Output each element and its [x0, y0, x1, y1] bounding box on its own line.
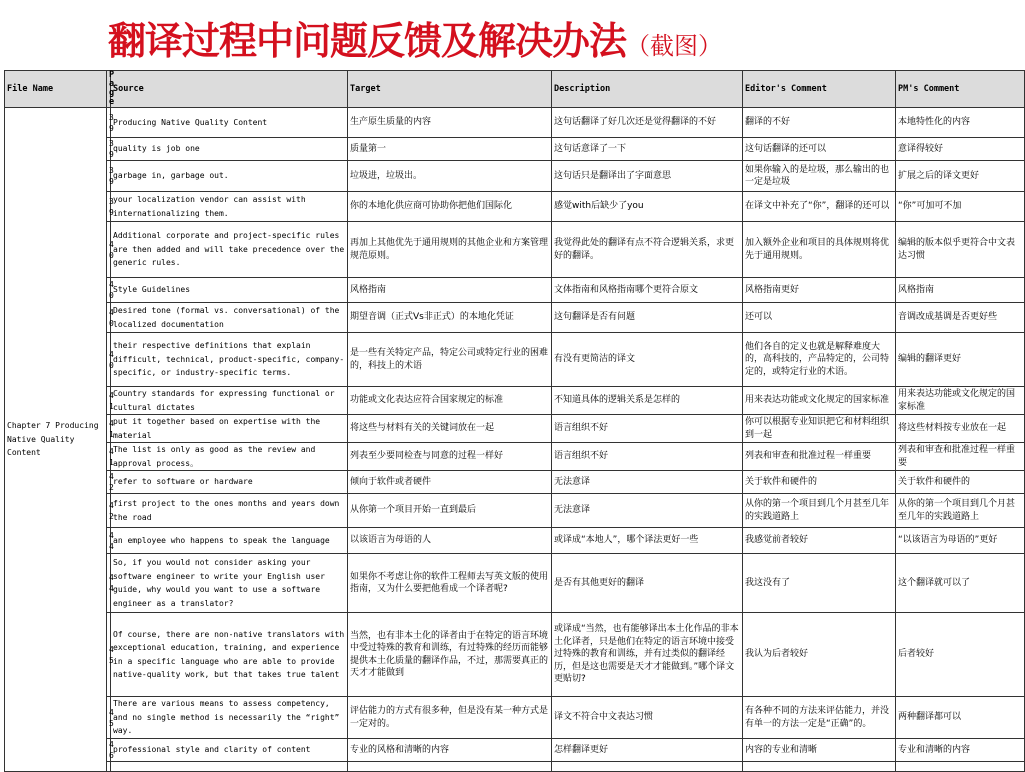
pm-comment-cell: 这个翻译就可以了 [896, 554, 1025, 613]
description-cell: 这句话意译了一下 [552, 138, 743, 161]
header-page: Page [107, 71, 111, 108]
page-cell: 40 [107, 333, 111, 387]
target-cell: 功能或文化表达应符合国家规定的标准 [348, 387, 552, 415]
editor-comment-cell [743, 762, 896, 772]
source-cell: So, if you would not consider asking your software engineer to write your English user guide, why would you want to use a software engineer as a translator? [111, 554, 348, 613]
source-cell: put it together based on expertise with the material [111, 415, 348, 443]
file-name-cell: Chapter 7 Producing Native Quality Content [5, 108, 107, 772]
target-cell: 风格指南 [348, 278, 552, 303]
feedback-table-container [4, 70, 1024, 768]
slide-title-group [108, 10, 723, 63]
source-cell: Country standards for expressing functional or cultural dictates [111, 387, 348, 415]
header-description: Description [552, 71, 743, 108]
page-cell: 39 [107, 161, 111, 192]
page-cell: 39 [107, 192, 111, 222]
header-target: Target [348, 71, 552, 108]
description-cell: 这句翻译是否有问题 [552, 303, 743, 333]
pm-comment-cell: 两种翻译都可以 [896, 697, 1025, 739]
target-cell: 如果你不考虑让你的软件工程师去写英文版的使用指南，又为什么要把他看成一个译者呢? [348, 554, 552, 613]
page-cell: 46 [107, 739, 111, 762]
page-cell: 41 [107, 387, 111, 415]
table-row [5, 528, 1025, 554]
editor-comment-cell: 还可以 [743, 303, 896, 333]
editor-comment-cell: 如果你输入的是垃圾，那么输出的也一定是垃圾 [743, 161, 896, 192]
pm-comment-cell: 从你的第一个项目到几个月甚至几年的实践道路上 [896, 494, 1025, 528]
header-pm-comment: PM's Comment [896, 71, 1025, 108]
pm-comment-cell: 用来表达功能或文化规定的国家标准 [896, 387, 1025, 415]
source-cell: first project to the ones months and years down the road [111, 494, 348, 528]
page-cell: 40 [107, 222, 111, 278]
editor-comment-cell: 内容的专业和清晰 [743, 739, 896, 762]
pm-comment-cell [896, 762, 1025, 772]
description-cell: 这句话翻译了好几次还是觉得翻译的不好 [552, 108, 743, 138]
table-row [5, 108, 1025, 138]
table-row [5, 443, 1025, 471]
table-row [5, 494, 1025, 528]
source-cell: refer to software or hardware [111, 471, 348, 494]
source-cell: an employee who happens to speak the language [111, 528, 348, 554]
table-row [5, 222, 1025, 278]
editor-comment-cell: 有各种不同的方法来评估能力，并没有单一的方法一定是“正确”的。 [743, 697, 896, 739]
table-row [5, 138, 1025, 161]
editor-comment-cell: 我认为后者较好 [743, 613, 896, 697]
pm-comment-cell: 本地特性化的内容 [896, 108, 1025, 138]
description-cell: 有没有更简洁的译文 [552, 333, 743, 387]
pm-comment-cell: 将这些材料按专业放在一起 [896, 415, 1025, 443]
source-cell: The list is only as good as the review and approval process。 [111, 443, 348, 471]
page-cell: 40 [107, 278, 111, 303]
editor-comment-cell: 列表和审查和批准过程一样重要 [743, 443, 896, 471]
description-cell: 或译成“当然，也有能够译出本土化作品的非本土化译者，只是他们在特定的语言环境中接受过特殊的教育和训练，并有过类似的翻译经历，但是这也需要是天才才能做到。”哪个译文更贴切? [552, 613, 743, 697]
source-cell: garbage in, garbage out. [111, 161, 348, 192]
description-cell: 无法意译 [552, 494, 743, 528]
description-cell: 不知道具体的逻辑关系是怎样的 [552, 387, 743, 415]
page-cell: 41 [107, 415, 111, 443]
editor-comment-cell: 你可以根据专业知识把它和材料组织到一起 [743, 415, 896, 443]
description-cell: 文体指南和风格指南哪个更符合原文 [552, 278, 743, 303]
target-cell: 生产原生质量的内容 [348, 108, 552, 138]
pm-comment-cell: “你”可加可不加 [896, 192, 1025, 222]
description-cell: 是否有其他更好的翻译 [552, 554, 743, 613]
source-cell: quality is job one [111, 138, 348, 161]
description-cell: 感觉with后缺少了you [552, 192, 743, 222]
feedback-table [4, 70, 1025, 772]
target-cell: 是一些有关特定产品，特定公司或特定行业的困难的，科技上的术语 [348, 333, 552, 387]
table-row [5, 739, 1025, 762]
pm-comment-cell: 后者较好 [896, 613, 1025, 697]
source-cell: Producing Native Quality Content [111, 108, 348, 138]
page-cell: 40 [107, 303, 111, 333]
table-row [5, 192, 1025, 222]
description-cell: 或译成“本地人”，哪个译法更好一些 [552, 528, 743, 554]
editor-comment-cell: 关于软件和硬件的 [743, 471, 896, 494]
editor-comment-cell: 用来表达功能或文化规定的国家标准 [743, 387, 896, 415]
table-row [5, 333, 1025, 387]
target-cell: 列表至少要同检查与同意的过程一样好 [348, 443, 552, 471]
page-cell: 42 [107, 494, 111, 528]
page-cell: 45 [107, 613, 111, 697]
target-cell: 当然，也有非本土化的译者由于在特定的语言环境中受过特殊的教育和训练，有过特殊的经历而能够提供本土化质量的翻译作品，不过，那需要真正的天才才能做到 [348, 613, 552, 697]
header-file-name: File Name [5, 71, 107, 108]
target-cell: 质量第一 [348, 138, 552, 161]
table-row [5, 762, 1025, 772]
target-cell: 倾向于软件或者硬件 [348, 471, 552, 494]
page-cell: 41 [107, 443, 111, 471]
editor-comment-cell: 加入额外企业和项目的具体规则将优先于通用规则。 [743, 222, 896, 278]
target-cell [348, 762, 552, 772]
description-cell: 我觉得此处的翻译有点不符合逻辑关系，求更好的翻译。 [552, 222, 743, 278]
description-cell: 这句话只是翻译出了字面意思 [552, 161, 743, 192]
pm-comment-cell: 意译得较好 [896, 138, 1025, 161]
table-row [5, 387, 1025, 415]
editor-comment-cell: 从你的第一个项目到几个月甚至几年的实践道路上 [743, 494, 896, 528]
page-cell: 39 [107, 108, 111, 138]
pm-comment-cell: 列表和审查和批准过程一样重要 [896, 443, 1025, 471]
source-cell: their respective definitions that explain difficult, technical, product-specific, company-specific, or industry-specific terms. [111, 333, 348, 387]
description-cell: 怎样翻译更好 [552, 739, 743, 762]
header-source: Source [111, 71, 348, 108]
target-cell: 从你第一个项目开始一直到最后 [348, 494, 552, 528]
pm-comment-cell: 音调改成基调是否更好些 [896, 303, 1025, 333]
pm-comment-cell: “以该语言为母语的”更好 [896, 528, 1025, 554]
page-cell: 39 [107, 138, 111, 161]
editor-comment-cell: 我感觉前者较好 [743, 528, 896, 554]
description-cell: 语言组织不好 [552, 443, 743, 471]
pm-comment-cell: 关于软件和硬件的 [896, 471, 1025, 494]
editor-comment-cell: 他们各自的定义也就是解释难度大的，高科技的，产品特定的，公司特定的，或特定行业的术语。 [743, 333, 896, 387]
pm-comment-cell: 编辑的版本似乎更符合中文表达习惯 [896, 222, 1025, 278]
header-editor-comment: Editor's Comment [743, 71, 896, 108]
slide-subtitle: （截图） [626, 32, 723, 60]
table-row [5, 613, 1025, 697]
pm-comment-cell: 专业和清晰的内容 [896, 739, 1025, 762]
source-cell: professional style and clarity of content [111, 739, 348, 762]
table-row [5, 471, 1025, 494]
target-cell: 评估能力的方式有很多种，但是没有某一种方式是一定对的。 [348, 697, 552, 739]
target-cell: 再加上其他优先于通用规则的其他企业和方案管理规范原则。 [348, 222, 552, 278]
editor-comment-cell: 我这没有了 [743, 554, 896, 613]
table-row [5, 554, 1025, 613]
target-cell: 垃圾进，垃圾出。 [348, 161, 552, 192]
editor-comment-cell: 在译文中补充了“你”，翻译的还可以 [743, 192, 896, 222]
slide-title: 翻译过程中问题反馈及解决办法 [108, 19, 627, 63]
source-cell: your localization vendor can assist with internationalizing them. [111, 192, 348, 222]
table-row [5, 697, 1025, 739]
target-cell: 将这些与材料有关的关键词放在一起 [348, 415, 552, 443]
description-cell [552, 762, 743, 772]
page-cell: 44 [107, 528, 111, 554]
table-row [5, 415, 1025, 443]
target-cell: 期望音调（正式Vs非正式）的本地化凭证 [348, 303, 552, 333]
target-cell: 以该语言为母语的人 [348, 528, 552, 554]
page-cell: 42 [107, 471, 111, 494]
source-cell: Desired tone (formal vs. conversational) of the localized documentation [111, 303, 348, 333]
pm-comment-cell: 扩展之后的译文更好 [896, 161, 1025, 192]
description-cell: 译文不符合中文表达习惯 [552, 697, 743, 739]
source-cell: Additional corporate and project-specific rules are then added and will take precedence over the generic rules. [111, 222, 348, 278]
table-header-row [5, 71, 1025, 108]
source-cell [111, 762, 348, 772]
source-cell: There are various means to assess competency, and no single method is necessarily the “right” way. [111, 697, 348, 739]
table-row [5, 161, 1025, 192]
source-cell: Style Guidelines [111, 278, 348, 303]
pm-comment-cell: 编辑的翻译更好 [896, 333, 1025, 387]
pm-comment-cell: 风格指南 [896, 278, 1025, 303]
target-cell: 专业的风格和清晰的内容 [348, 739, 552, 762]
description-cell: 无法意译 [552, 471, 743, 494]
editor-comment-cell: 风格指南更好 [743, 278, 896, 303]
source-cell: Of course, there are non-native translators with exceptional education, training, and experience in a specific language who are able to provide native-quality work, but that takes true talent [111, 613, 348, 697]
description-cell: 语言组织不好 [552, 415, 743, 443]
table-row [5, 278, 1025, 303]
editor-comment-cell: 翻译的不好 [743, 108, 896, 138]
table-row [5, 303, 1025, 333]
page-cell: 44 [107, 554, 111, 613]
table-body [5, 108, 1025, 772]
target-cell: 你的本地化供应商可协助你把他们国际化 [348, 192, 552, 222]
editor-comment-cell: 这句话翻译的还可以 [743, 138, 896, 161]
page-cell: 45 [107, 697, 111, 739]
